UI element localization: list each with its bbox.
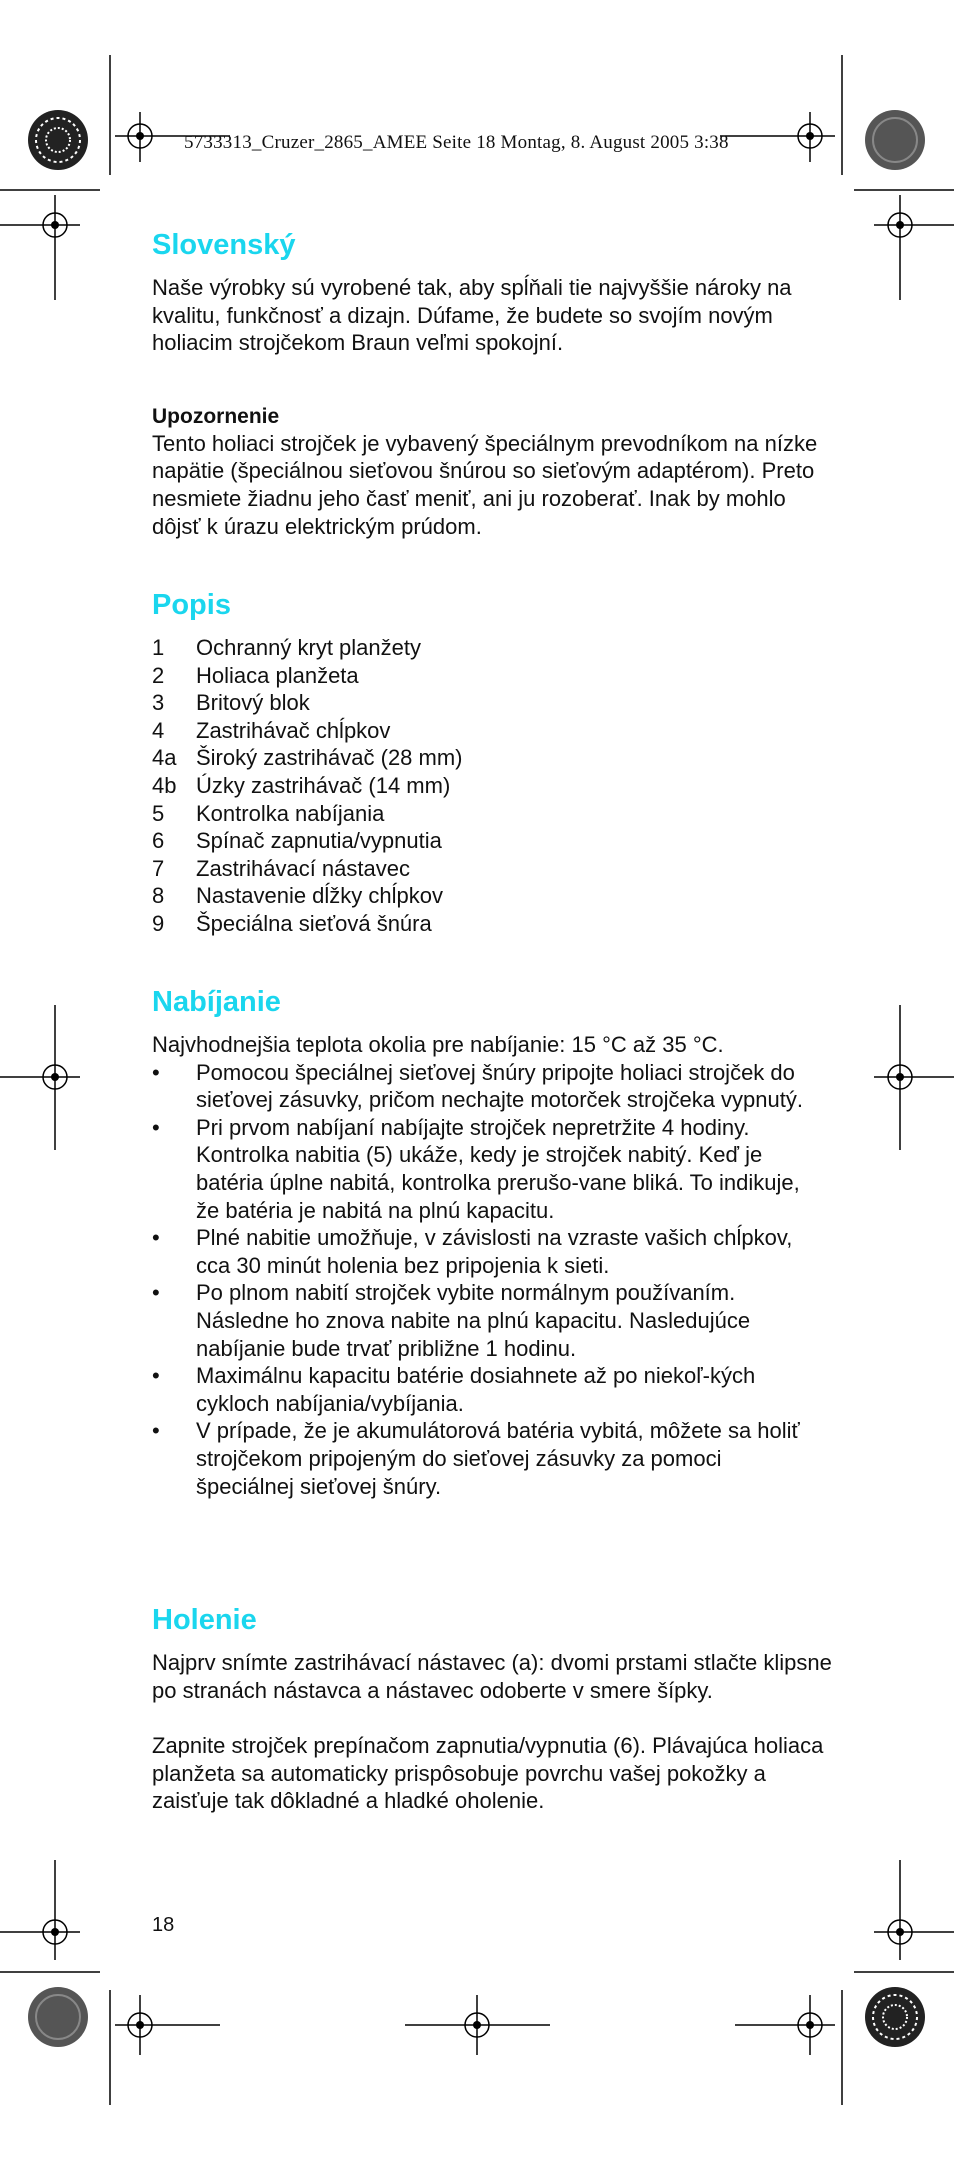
warning-title: Upozornenie (152, 404, 280, 428)
section-title: Holenie (152, 1604, 257, 1636)
section-title: Popis (152, 589, 231, 621)
warning-paragraph: Tento holiaci strojček je vybavený špeciálnym prevodníkom na nízke napätie (špeciálnou sieťovou šnúrou so sieťovým adaptérom). Preto nesmiete žiadnu jeho časť meniť, ani ju rozoberať. Inak by mohlo dôjsť k úrazu elektrickým prúdom. (152, 430, 818, 539)
list-item: 4b Úzky zastrihávač (14 mm) (152, 772, 451, 798)
list-item: • Maximálnu kapacitu batérie dosiahnete až po niekoľ-kých cykloch nabíjania/vybíjania. (152, 1363, 756, 1416)
intro-paragraph: Najvhodnejšia teplota okolia pre nabíjanie: 15 °C až 35 °C. (152, 1032, 724, 1057)
list-item: 4a Široký zastrihávač (28 mm) (152, 745, 463, 771)
intro-paragraph: Naše výrobky sú vyrobené tak, aby spĺňali tie najvyššie nároky na kvalitu, funkčnosť a dizajn. Dúfame, že budete so svojím novým holiacim strojčekom Braun veľmi spokojní. (152, 275, 792, 356)
section-nabijanie (152, 985, 832, 1500)
list-item: 8 Nastavenie dĺžky chĺpkov (152, 883, 444, 909)
list-item: • Po plnom nabití strojček vybite normálnym používaním. Následne ho znova nabite na plnú kapacitu. Nasledujúce nabíjanie bude trvať približne 1 hodinu. (152, 1280, 751, 1361)
section-holenie (152, 1603, 832, 1815)
list-item: 2 Holiaca planžeta (152, 662, 359, 688)
list-item: • Pri prvom nabíjaní nabíjajte strojček nepretržite 4 hodiny. Kontrolka nabitia (5) ukáže, kedy je strojček nabitý. Keď je batéria úplne nabitá, kontrolka prerušo-vane bliká. To indikuje, že batéria je nabitá na plnú kapacitu. (152, 1114, 800, 1223)
page-number: 18 (152, 1914, 175, 1936)
section-title: Nabíjanie (152, 986, 281, 1018)
list-item: 6 Spínač zapnutia/vypnutia (152, 828, 442, 854)
section-slovensky (152, 228, 832, 540)
shaving-paragraph-2: Zapnite strojček prepínačom zapnutia/vypnutia (6). Plávajúca holiaca planžeta sa automaticky prispôsobuje povrchu vašej pokožky a zaisťuje tak dôkladné a hladké oholenie. (152, 1733, 824, 1814)
shaving-paragraph-1: Najprv snímte zastrihávací nástavec (a): dvomi prstami stlačte klipsne po stranách nástavca a nástavec odoberte v smere šípky. (152, 1650, 832, 1703)
charging-bullet-list (152, 1059, 832, 1501)
list-item: 7 Zastrihávací nástavec (152, 855, 410, 881)
list-item: 5 Kontrolka nabíjania (152, 800, 385, 826)
list-item: 4 Zastrihávač chĺpkov (152, 717, 391, 743)
list-item: • Pomocou špeciálnej sieťovej šnúry pripojte holiaci strojček do sieťovej zásuvky, pričom nechajte motorček strojčeka vypnutý. (152, 1059, 803, 1113)
print-header: 5733313_Cruzer_2865_AMEE Seite 18 Montag, 8. August 2005 3:38 (184, 132, 729, 153)
section-title: Slovenský (152, 229, 296, 261)
list-item: 9 Špeciálna sieťová šnúra (152, 910, 432, 936)
list-item: 3 Britový blok (152, 690, 310, 716)
list-item: 1 Ochranný kryt planžety (152, 635, 421, 660)
parts-list (152, 634, 832, 938)
list-item: • Plné nabitie umožňuje, v závislosti na vzraste vašich chĺpkov, cca 30 minút holenia bez pripojenia k sieti. (152, 1225, 793, 1278)
section-popis (152, 588, 832, 938)
list-item: • V prípade, že je akumulátorová batéria vybitá, môžete sa holiť strojčekom pripojeným do sieťovej zásuvky za pomoci špeciálnej sieťovej šnúry. (152, 1418, 800, 1499)
